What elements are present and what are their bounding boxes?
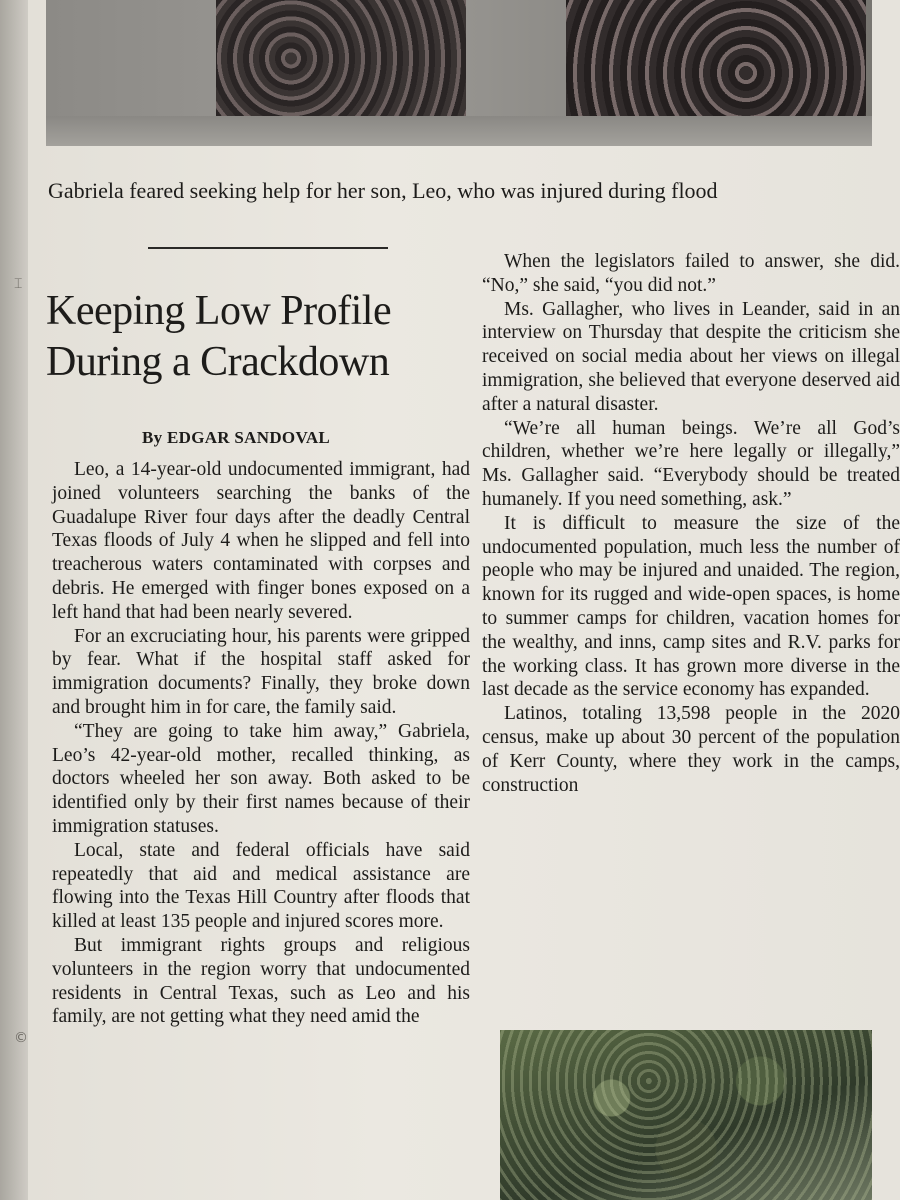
paragraph: Local, state and federal officials have said repeatedly that aid and medical assistance are flowing into the Texas Hill Country after floods that killed at least 135 people and injured scores more. xyxy=(52,839,470,933)
article-headline xyxy=(46,286,466,388)
paragraph: Leo, a 14-year-old undocumented immigrant, had joined volunteers searching the banks of the Guadalupe River four days after the deadly Central Texas floods of July 4 when he slipped and fell into treacherous waters contaminated with corpses and debris. He emerged with finger bones exposed on a left hand that had been nearly severed. xyxy=(52,459,470,623)
headline-line-2: During a Crackdown xyxy=(46,339,390,386)
margin-mark-top: ⌶ xyxy=(14,276,23,292)
headline-rule xyxy=(148,247,388,249)
margin-mark-bottom: © xyxy=(14,1030,28,1046)
top-photo xyxy=(46,0,872,146)
article-column-left xyxy=(52,458,470,1029)
article-column-right xyxy=(482,250,900,797)
bottom-photo xyxy=(500,1030,872,1200)
paragraph: It is difficult to measure the size of the undocumented population, much less the number of people who may be injured and unaided. The region, known for its rugged and wide-open spaces, is home to summer camps for children, vacation homes for the wealthy, and inns, camp sites and R.V. parks for the working class. It has grown more diverse in the last decade as the service economy has expanded. xyxy=(482,512,900,701)
paragraph: When the legislators failed to answer, she did. “No,” she said, “you did not.” xyxy=(482,251,900,296)
paragraph: Ms. Gallagher, who lives in Leander, said in an interview on Thursday that despite the criticism she received on social media about her views on illegal immigration, she believed that everyone deserved aid after a natural disaster. xyxy=(482,298,900,415)
headline-line-1: Keeping Low Profile xyxy=(46,288,392,334)
paragraph: But immigrant rights groups and religious volunteers in the region worry that undocumented residents in Central Texas, such as Leo and his family, are not getting what they need amid the xyxy=(52,934,470,1028)
paragraph: Latinos, totaling 13,598 people in the 2020 census, make up about 30 percent of the population of Kerr County, where they work in the camps, construction xyxy=(482,703,900,796)
paragraph: For an excruciating hour, his parents were gripped by fear. What if the hospital staff asked for immigration documents? Finally, they broke down and brought him in for care, the family said. xyxy=(52,625,470,718)
byline: By EDGAR SANDOVAL xyxy=(142,428,331,447)
page-fold-shadow xyxy=(0,0,28,1200)
photo-caption: Gabriela feared seeking help for her son, Leo, who was injured during flood xyxy=(48,178,718,203)
paragraph: “They are going to take him away,” Gabriela, Leo’s 42-year-old mother, recalled thinking, as doctors wheeled her son away. Both asked to be identified only by their first names because of their immigration statuses. xyxy=(52,720,470,837)
paragraph: “We’re all human beings. We’re all God’s children, whether we’re here legally or illegally,” Ms. Gallagher said. “Everybody should be treated humanely. If you need something, ask.” xyxy=(482,417,900,510)
photo-foliage xyxy=(500,1030,872,1200)
photo-floor xyxy=(46,116,872,146)
